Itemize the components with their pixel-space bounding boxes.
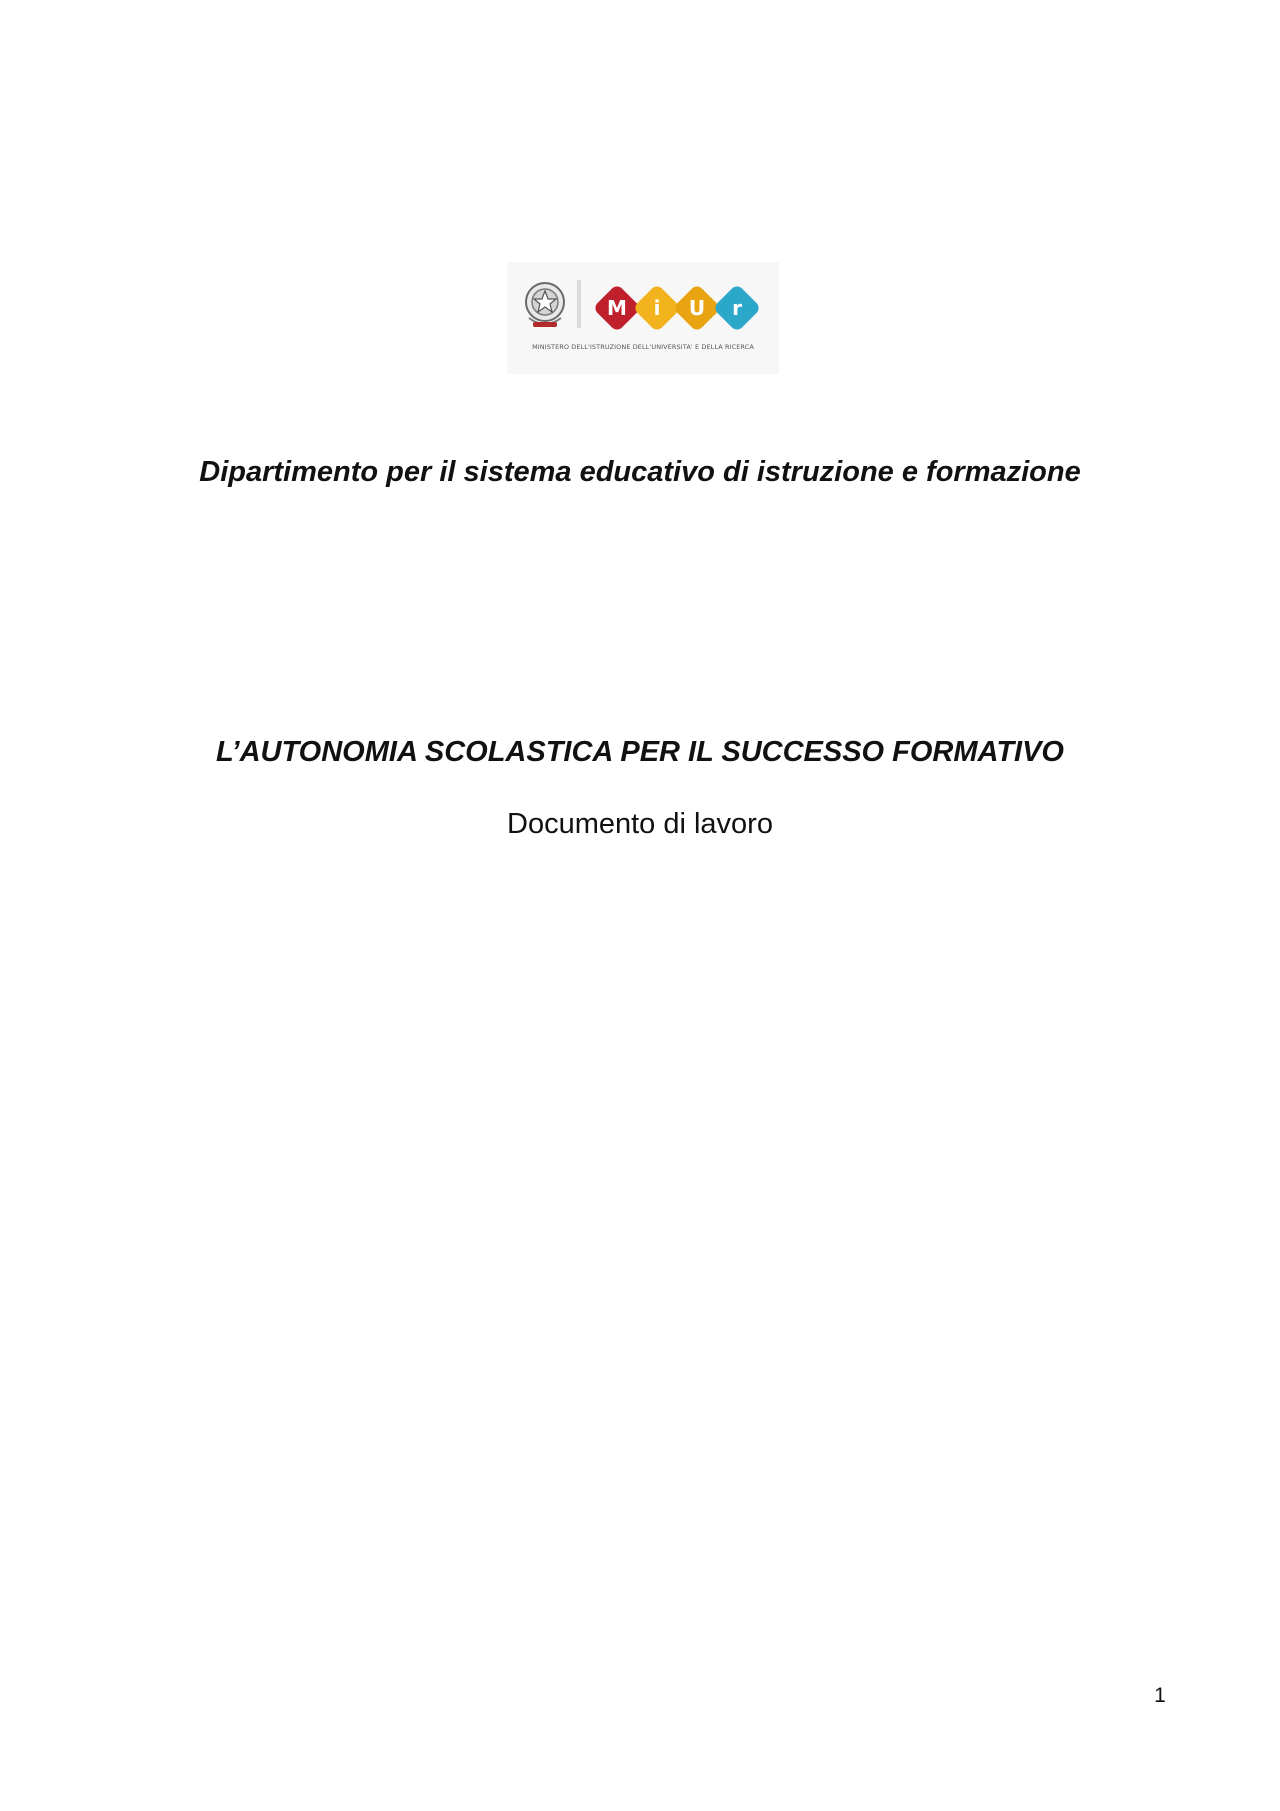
miur-brand-mark [591, 282, 763, 334]
logo-divider [577, 280, 581, 328]
document-subtitle: Documento di lavoro [507, 808, 773, 840]
brand-letter: M [607, 296, 627, 320]
document-title: L’AUTONOMIA SCOLASTICA PER IL SUCCESSO FORMATIVO [215, 736, 1064, 768]
brand-letter: U [688, 296, 706, 320]
page-number: 1 [1154, 1684, 1166, 1707]
logo-caption: MINISTERO DELL'ISTRUZIONE DELL'UNIVERSITA' E DELLA RICERCA [532, 343, 754, 351]
brand-letter: r [732, 296, 742, 320]
department-heading: Dipartimento per il sistema educativo di istruzione e formazione [199, 456, 1081, 488]
miur-logo [507, 262, 779, 374]
brand-letter: i [653, 296, 661, 320]
italian-republic-emblem-icon [521, 280, 569, 332]
